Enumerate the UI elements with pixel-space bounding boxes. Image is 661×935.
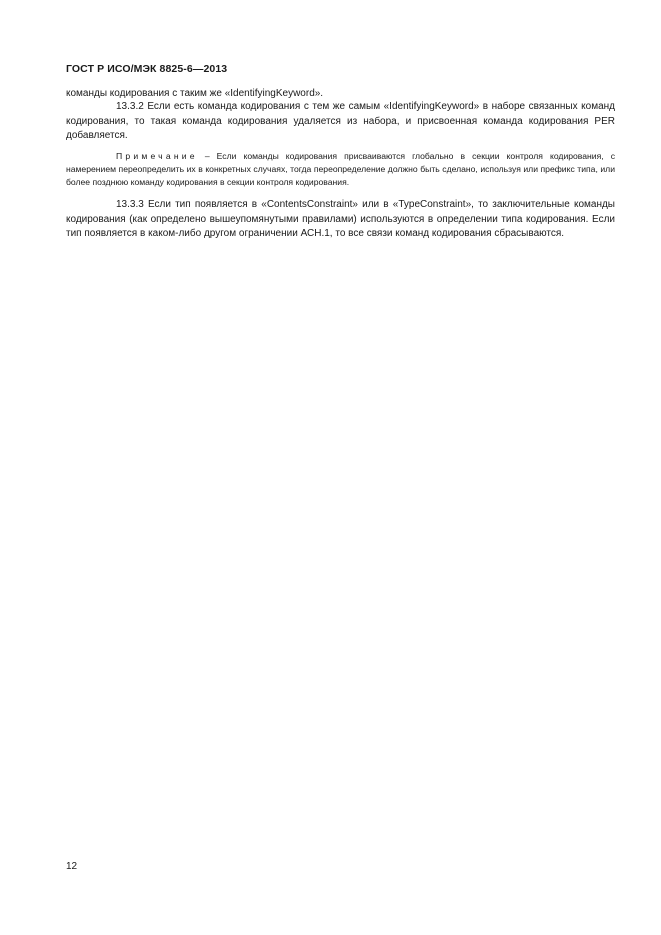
paragraph-continuation: команды кодирования с таким же «IdentifyingKeyword». — [66, 88, 324, 99]
paragraph-13-3-2: 13.3.2 Если есть команда кодирования с тем же самым «IdentifyingKeyword» в наборе связанных команд кодирования, то такая команда кодирования удаляется из набора, и присвоенная команда кодирования PER добавляется. — [66, 101, 615, 141]
note-block — [66, 150, 615, 189]
note-text: – Если команды кодирования присваиваются глобально в секции контроля кодирования, с намерением переопределить их в конкретных случаях, тогда переопределение должно быть сделано, используя или префикс типа, или более позднюю команду кодирования в секции контроля кодирования. — [66, 151, 615, 187]
note-label: Примечание — [116, 151, 198, 161]
paragraph-13-3-3: 13.3.3 Если тип появляется в «ContentsConstraint» или в «TypeConstraint», то заключительные команды кодирования (как определено вышеупомянутыми правилами) используются в определении типа кодирования. Если тип появляется в каком-либо другом ограничении АСН.1, то все связи команд кодирования сбрасываются. — [66, 199, 615, 239]
page-number: 12 — [66, 861, 78, 872]
document-header: ГОСТ Р ИСО/МЭК 8825-6—2013 — [66, 63, 228, 75]
